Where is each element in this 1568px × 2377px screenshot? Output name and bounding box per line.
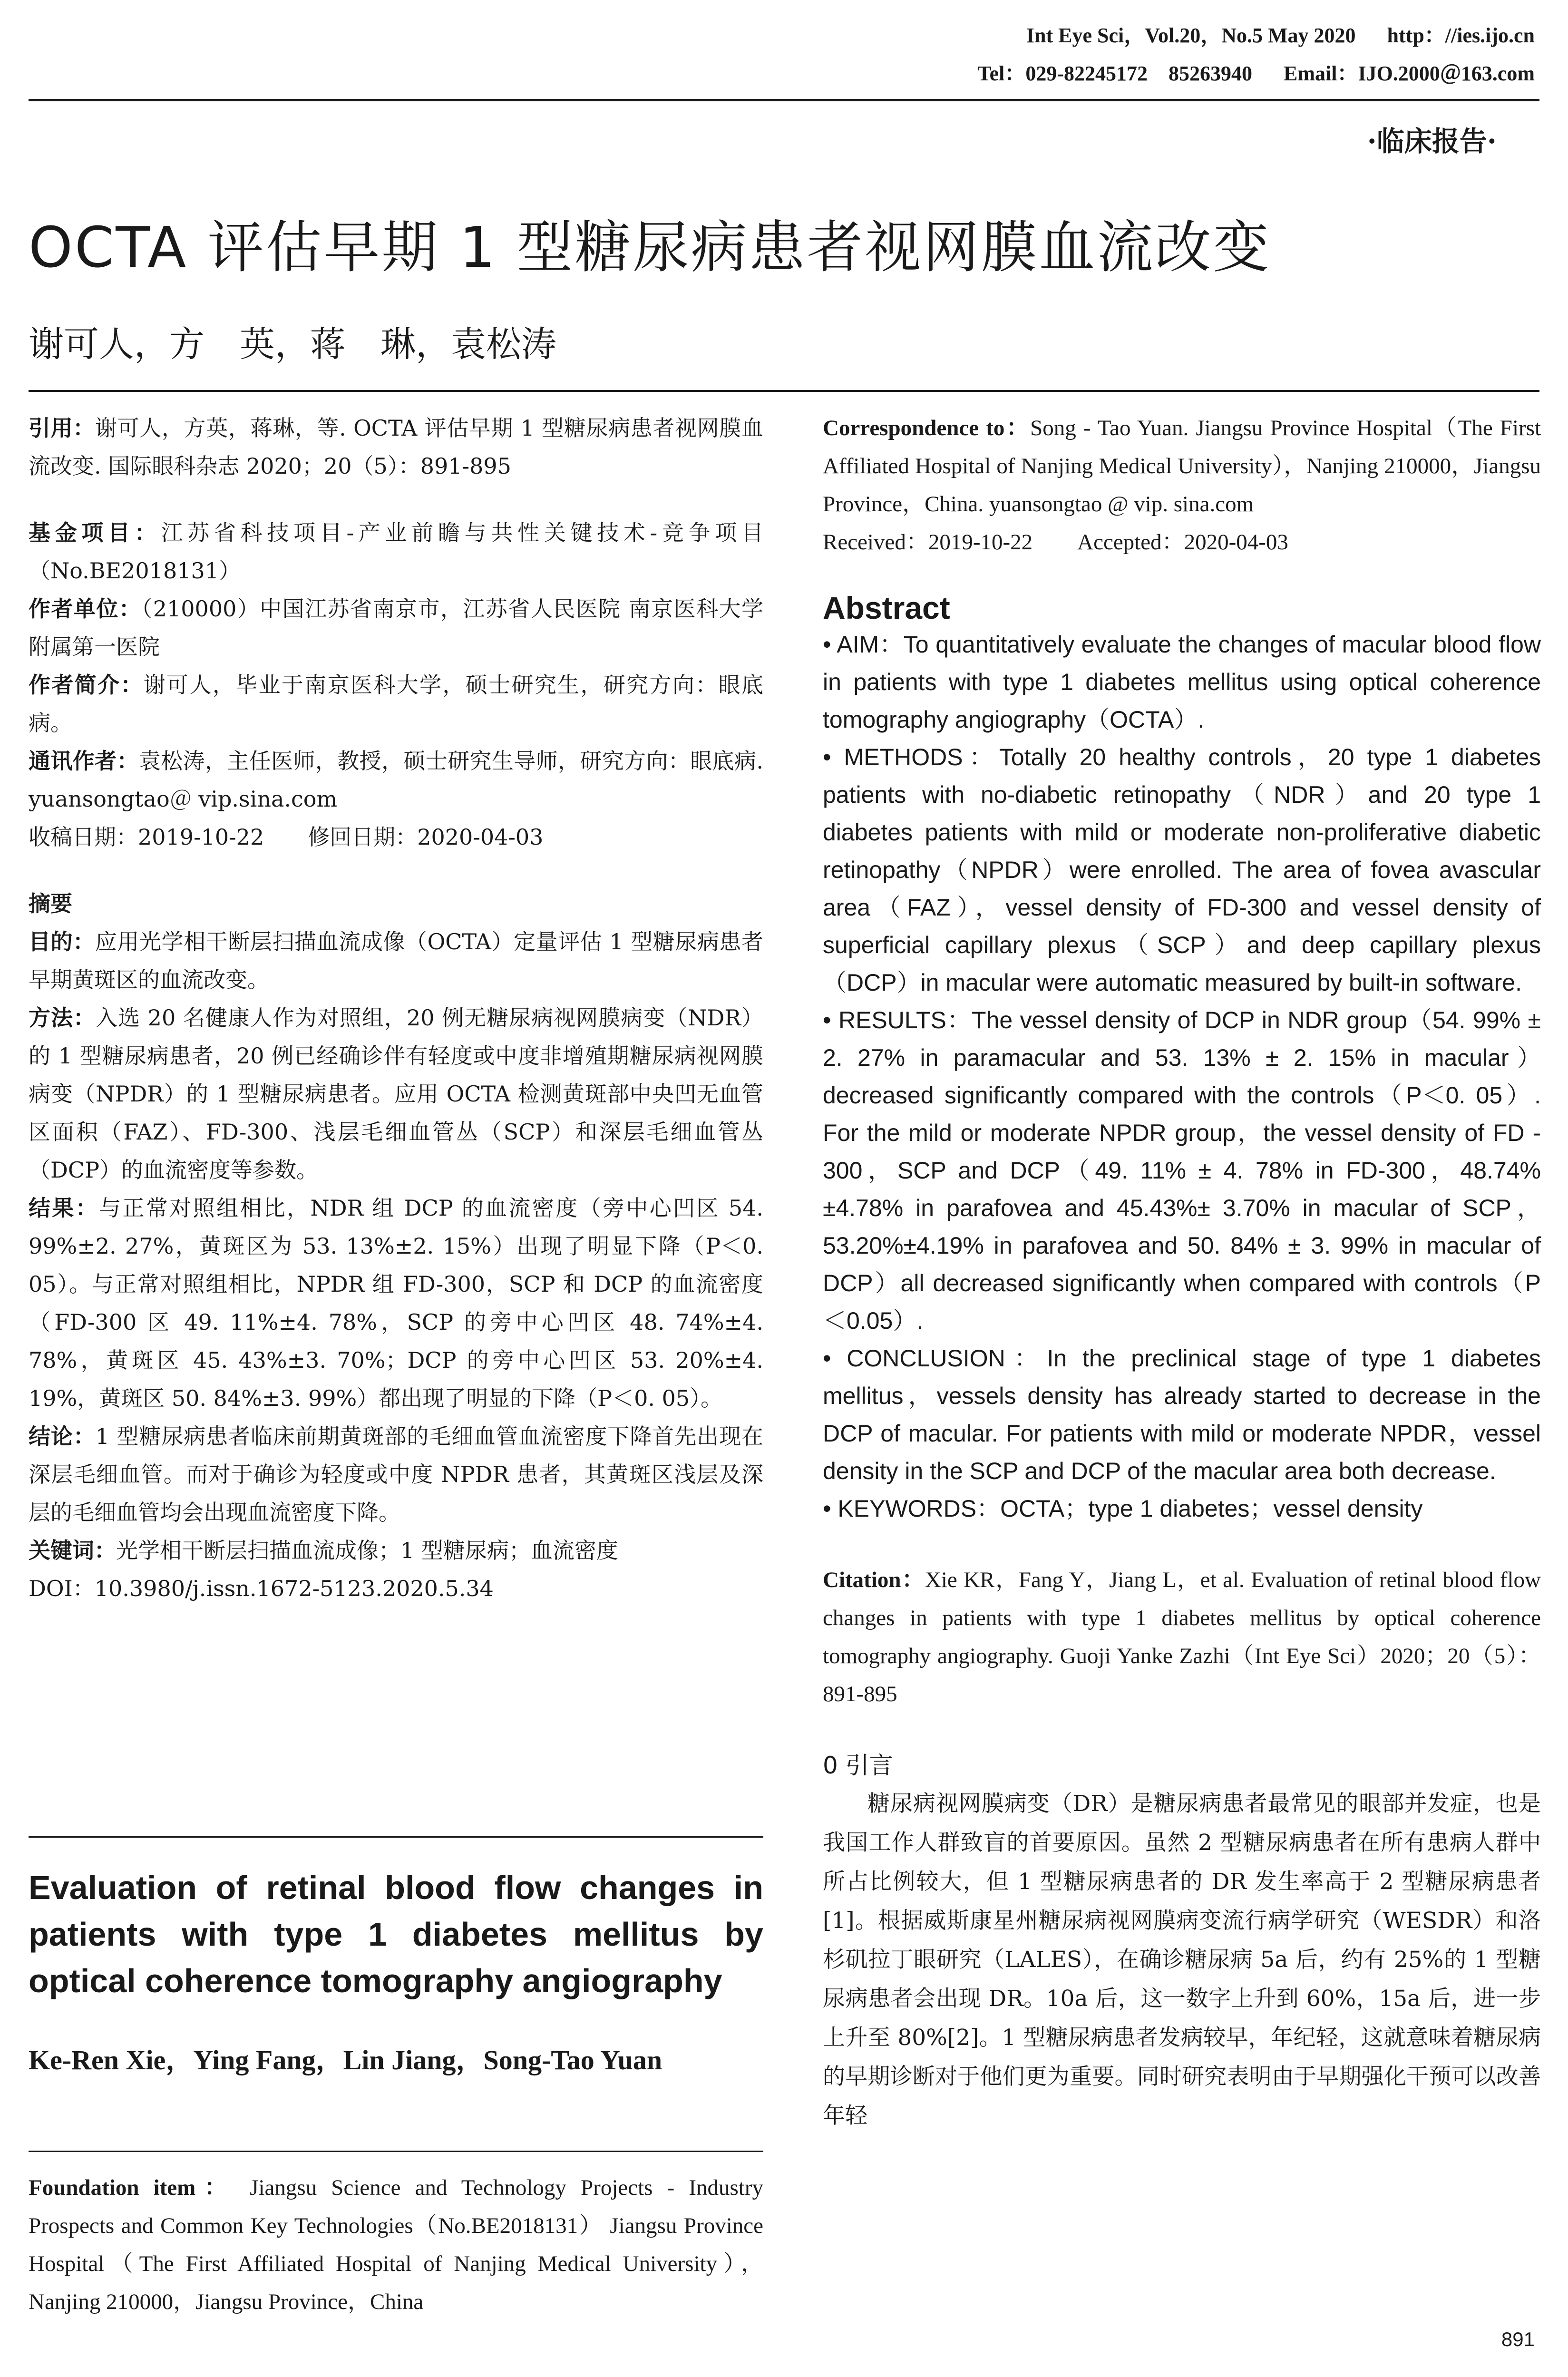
correspondence: Correspondence to：Song - Tao Yuan. Jiangsu Province Hospital（The First Affiliated Hospital of Nanjing Medical University），Nanjing 210000，Jiangsu Province，China. yuansongtao @ vip. sina.com — [823, 416, 1541, 516]
methods-cn: 方法：入选 20 名健康人作为对照组，20 例无糖尿病视网膜病变（NDR）的 1 型糖尿病患者，20 例已经确诊伴有轻度或中度非增殖期糖尿病视网膜病变（NPDR）的 1 型糖尿病患者。应用 OCTA 检测黄斑部中央凹无血管区面积（FAZ）、FD-300、浅层毛细血管丛（SCP）和深层毛细血管丛（DCP）的血流密度等参数。 — [29, 1005, 763, 1183]
running-header-line1 — [1026, 21, 1535, 50]
left-divider — [29, 1836, 763, 1838]
foundation-item: Foundation item： Jiangsu Science and Technology Projects - Industry Prospects and Common Key Technologies（No.BE2018131） Jiangsu Province Hospital（The First Affiliated Hospital of Nanjing Medical University），Nanjing 210000，Jiangsu Province，China — [29, 2175, 763, 2314]
title-rule — [29, 390, 1539, 392]
intro-heading: 0 引言 — [823, 1752, 893, 1779]
page-number: 891 — [1501, 2328, 1535, 2350]
abstract-results: • RESULTS：The vessel density of DCP in NDR group（54. 99% ± 2. 27% in paramacular and 53. 13% ± 2. 15% in macular）decreased significantly compared with the controls（P＜0. 05）. For the mild or moderate NPDR group，the vessel density of FD - 300，SCP and DCP（49. 11% ± 4. 78% in FD-300，48.74%±4.78% in parafovea and 45.43%± 3.70% in macular of SCP，53.20%±4.19% in parafovea and 50. 84% ± 3. 99% in macular of DCP）all decreased significantly when compared with controls（P＜0.05）. — [823, 1007, 1541, 1334]
received-accepted: Received：2019-10-22 Accepted：2020-04-03 — [823, 530, 1288, 555]
results-cn: 结果：与正常对照组相比，NDR 组 DCP 的血流密度（旁中心凹区 54. 99%±2. 27%，黄斑区为 53. 13%±2. 15%）出现了明显下降（P＜0. 05）。与正常对照组相比，NPDR 组 FD-300，SCP 和 DCP 的血流密度（FD-300 区 49. 11%±4. 78%，SCP 的旁中心凹区 48. 74%±4. 78%，黄斑区 45. 43%±3. 70%；DCP 的旁中心凹区 53. 20%±4. 19%，黄斑区 50. 84%±3. 99%）都出现了明显的下降（P＜0. 05）。 — [29, 1195, 764, 1411]
abstract-heading-cn: 摘要 — [29, 891, 72, 916]
abstract-conclusion: • CONCLUSION：In the preclinical stage of type 1 diabetes mellitus，vessels density has already started to decrease in the DCP of macular. For patients with mild or moderate NPDR，vessel density in the SCP and DCP of the macular area both decrease. — [823, 1345, 1541, 1484]
corr-cn: 通讯作者：袁松涛，主任医师，教授，硕士研究生导师，研究方向：眼底病. yuansongtao＠ vip.sina.com — [29, 748, 763, 812]
foundation-block — [29, 2169, 763, 2321]
right-column — [823, 409, 1541, 2135]
aim-cn: 目的：应用光学相干断层扫描血流成像（OCTA）定量评估 1 型糖尿病患者早期黄斑区的血流改变。 — [29, 929, 763, 993]
abstract-methods: • METHODS：Totally 20 healthy controls，20 type 1 diabetes patients with no-diabetic retinopathy（NDR）and 20 type 1 diabetes patients with mild or moderate non-proliferative diabetic retinopathy（NPDR）were enrolled. The area of fovea avascular area（FAZ），vessel density of FD-300 and vessel density of superficial capillary plexus（SCP）and deep capillary plexus（DCP）in macular were automatic measured by built-in software. — [823, 744, 1541, 996]
english-authors: Ke-Ren Xie，Ying Fang，Lin Jiang，Song-Tao Yuan — [29, 2045, 662, 2075]
english-title-block — [29, 1864, 763, 2077]
doi: DOI：10.3980/j.issn.1672-5123.2020.5.34 — [29, 1576, 494, 1601]
unit-cn: 作者单位：（210000）中国江苏省南京市，江苏省人民医院 南京医科大学附属第一医院 — [29, 596, 763, 660]
bio-cn: 作者简介：谢可人，毕业于南京医科大学，硕士研究生，研究方向：眼底病。 — [29, 672, 764, 736]
header-rule — [29, 99, 1539, 101]
fund-cn: 基金项目：江苏省科技项目-产业前瞻与共性关键技术-竞争项目（No.BE2018131） — [29, 520, 763, 584]
abstract-keywords: • KEYWORDS：OCTA；type 1 diabetes；vessel density — [823, 1495, 1423, 1522]
left-column — [29, 409, 763, 1607]
abstract-aim: • AIM：To quantitatively evaluate the changes of macular blood flow in patients with type 1 diabetes mellitus using optical coherence tomography angiography（OCTA）. — [823, 631, 1541, 733]
journal-info: Int Eye Sci，Vol.20，No.5 May 2020 — [1026, 24, 1356, 47]
citation-en: Citation：Xie KR，Fang Y，Jiang L，et al. Evaluation of retinal blood flow changes in patients with type 1 diabetes mellitus by optical coherence tomography angiography. Guoji Yanke Zazhi（Int Eye Sci）2020；20（5）：891-895 — [823, 1568, 1541, 1706]
journal-tel: Tel：029-82245172 85263940 — [977, 62, 1253, 85]
foundation-rule — [29, 2151, 763, 2152]
dates-cn: 收稿日期：2019-10-22 修回日期：2020-04-03 — [29, 824, 544, 850]
journal-email: Email：IJO.2000＠163.com — [1284, 62, 1535, 85]
article-authors: 谢可人，方 英，蒋 琳，袁松涛 — [29, 324, 556, 365]
keywords-cn: 关键词：光学相干断层扫描血流成像；1 型糖尿病；血流密度 — [29, 1538, 618, 1563]
intro-paragraph: 糖尿病视网膜病变（DR）是糖尿病患者最常见的眼部并发症，也是我国工作人群致盲的首要原因。虽然 2 型糖尿病患者在所有患病人群中所占比例较大，但 1 型糖尿病患者的 DR 发生率高于 2 型糖尿病患者[1]。根据威斯康星州糖尿病视网膜病变流行病学研究（WESDR）和洛杉矶拉丁眼研究（LALES），在确诊糖尿病 5a 后，约有 25%的 1 型糖尿病患者会出现 DR。10a 后，这一数字上升到 60%，15a 后，进一步上升至 80%[2]。1 型糖尿病患者发病较早，年纪轻，这就意味着糖尿病的早期诊断对于他们更为重要。同时研究表明由于早期强化干预可以改善年轻 — [823, 1791, 1541, 2129]
english-title: Evaluation of retinal blood flow changes in patients with type 1 diabetes mellitus by optical coherence tomography angiography — [29, 1869, 763, 1999]
article-title: OCTA 评估早期 1 型糖尿病患者视网膜血流改变 — [29, 214, 1271, 280]
conclusion-cn: 结论：1 型糖尿病患者临床前期黄斑部的毛细血管血流密度下降首先出现在深层毛细血管。而对于确诊为轻度或中度 NPDR 患者，其黄斑区浅层及深层的毛细血管均会出现血流密度下降。 — [29, 1423, 764, 1525]
journal-url: http：//ies.ijo.cn — [1387, 24, 1535, 47]
running-header-line2 — [977, 59, 1535, 88]
citation-cn: 引用：谢可人，方英，蒋琳，等. OCTA 评估早期 1 型糖尿病患者视网膜血流改变. 国际眼科杂志 2020；20（5）：891-895 — [29, 415, 764, 479]
abstract-heading: Abstract — [823, 590, 950, 625]
section-tag: ·临床报告· — [1367, 125, 1497, 157]
